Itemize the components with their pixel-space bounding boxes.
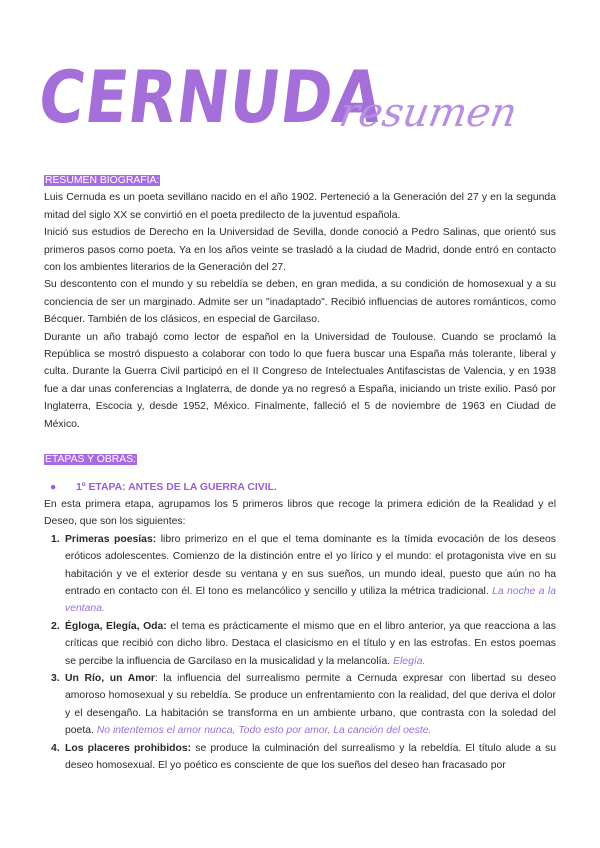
work-title: Los placeres prohibidos: [65, 742, 192, 754]
bullet-icon: ● [50, 481, 57, 493]
title-main: CERNUDA [34, 55, 388, 139]
bio-paragraph: Durante un año trabajó como lector de español en la Universidad de Toulouse. Cuando se proclamó la República se mostró dispuesto a colaborar con todo lo que fuera buscar una España más tolerante, liberal y culta. Durante la Guerra Civil participó en el II Congreso de Intelectuales Antifascistas de Valencia, y en 1938 fue a dar unas conferencias a Inglaterra, de donde ya no regresó a España, iniciando un triste exilio. Pasó por Inglaterra, Escocia y, desde 1952, México. Finalmente, falleció el 5 de noviembre de 1963 en Ciudad de México. [44, 331, 556, 430]
work-examples: La noche a la ventana. [65, 585, 556, 615]
bio-paragraph: Luis Cernuda es un poeta sevillano nacido en el año 1902. Perteneció a la Generación del 27 y en la segunda mitad del siglo XX se convirtió en el poeta predilecto de la juventud española. [44, 192, 556, 221]
work-title: Égloga, Elegía, Oda: [65, 620, 167, 632]
bio-heading: RESUMEN BIOGRAFÍA: [45, 175, 160, 186]
document-body [44, 172, 556, 774]
list-item: 2. Égloga, Elegía, Oda: el tema es prácticamente el mismo que en el libro anterior, ya que reacciona a las críticas que recibió con dicho libro. Destaca el clasicismo en el título y en las estrofas. En estos poemas se percibe la influencia de Garcilaso en la musicalidad y la melancolía. Elegía. [51, 620, 556, 667]
stage-heading [44, 479, 556, 496]
stage-intro: En esta primera etapa, agrupamos los 5 primeros libros que recoge la primera edición de la Realidad y el Deseo, que son los siguientes: [44, 498, 556, 528]
list-item: 4. Los placeres prohibidos: se produce la culminación del surrealismo y la rebeldía. El título alude a su deseo homosexual. El yo poético es consciente de que los sueños del deseo han fracasado por [51, 742, 557, 771]
works-list [44, 531, 556, 775]
work-examples: Elegía. [393, 655, 426, 667]
work-title: Primeras poesías: [65, 533, 157, 545]
title-subtitle: resumen [335, 90, 521, 136]
works-heading: ETAPAS Y OBRAS: [45, 454, 137, 466]
list-item: 1. Primeras poesías: libro primerizo en el que el tema dominante es la tímida evocación de los deseos eróticos adolescentes. Comienzo de la distinción entre el yo lírico y el mundo: el protagonista vive en su habitación y ve el exterior desde su ventana y en sus sueños, un mundo ideal, puesto que aún no ha entrado en contacto con él. El tono es melancólico y sencillo y utiliza la métrica tradicional. La noche a la ventana. [51, 533, 556, 615]
work-title: Un Río, un Amor [65, 672, 155, 684]
document-title [34, 55, 564, 139]
bio-paragraph: Inició sus estudios de Derecho en la Universidad de Sevilla, donde conoció a Pedro Salinas, que orientó sus primeros pasos como poeta. Ya en los años veinte se trasladó a la ciudad de Madrid, donde entró en contacto con los ambientes literarios de la Generación del 27. [44, 227, 556, 274]
list-item: 3. Un Río, un Amor: la influencia del surrealismo permite a Cernuda expresar con libertad su deseo amoroso homosexual y su rebeldía. Se produce un enfrentamiento con la realidad, del que deriva el dolor y el desengaño. La habitación se transforma en un ambiente urbano, que contrasta con la soledad del poeta. No intentemos el amor nunca, Todo esto por amor, La canción del oeste. [51, 672, 556, 737]
work-examples: No intentemos el amor nunca, Todo esto por amor, La canción del oeste. [96, 725, 432, 737]
bio-paragraph: Su descontento con el mundo y su rebeldía se deben, en gran medida, a su condición de homosexual y a su conciencia de ser un marginado. Admite ser un "inadaptado". Recibió influencias de autores románticos, como Bécquer. También de los clásicos, en especial de Garcilaso. [44, 279, 556, 326]
stage-title: 1º ETAPA: ANTES DE LA GUERRA CIVIL. [76, 481, 277, 493]
